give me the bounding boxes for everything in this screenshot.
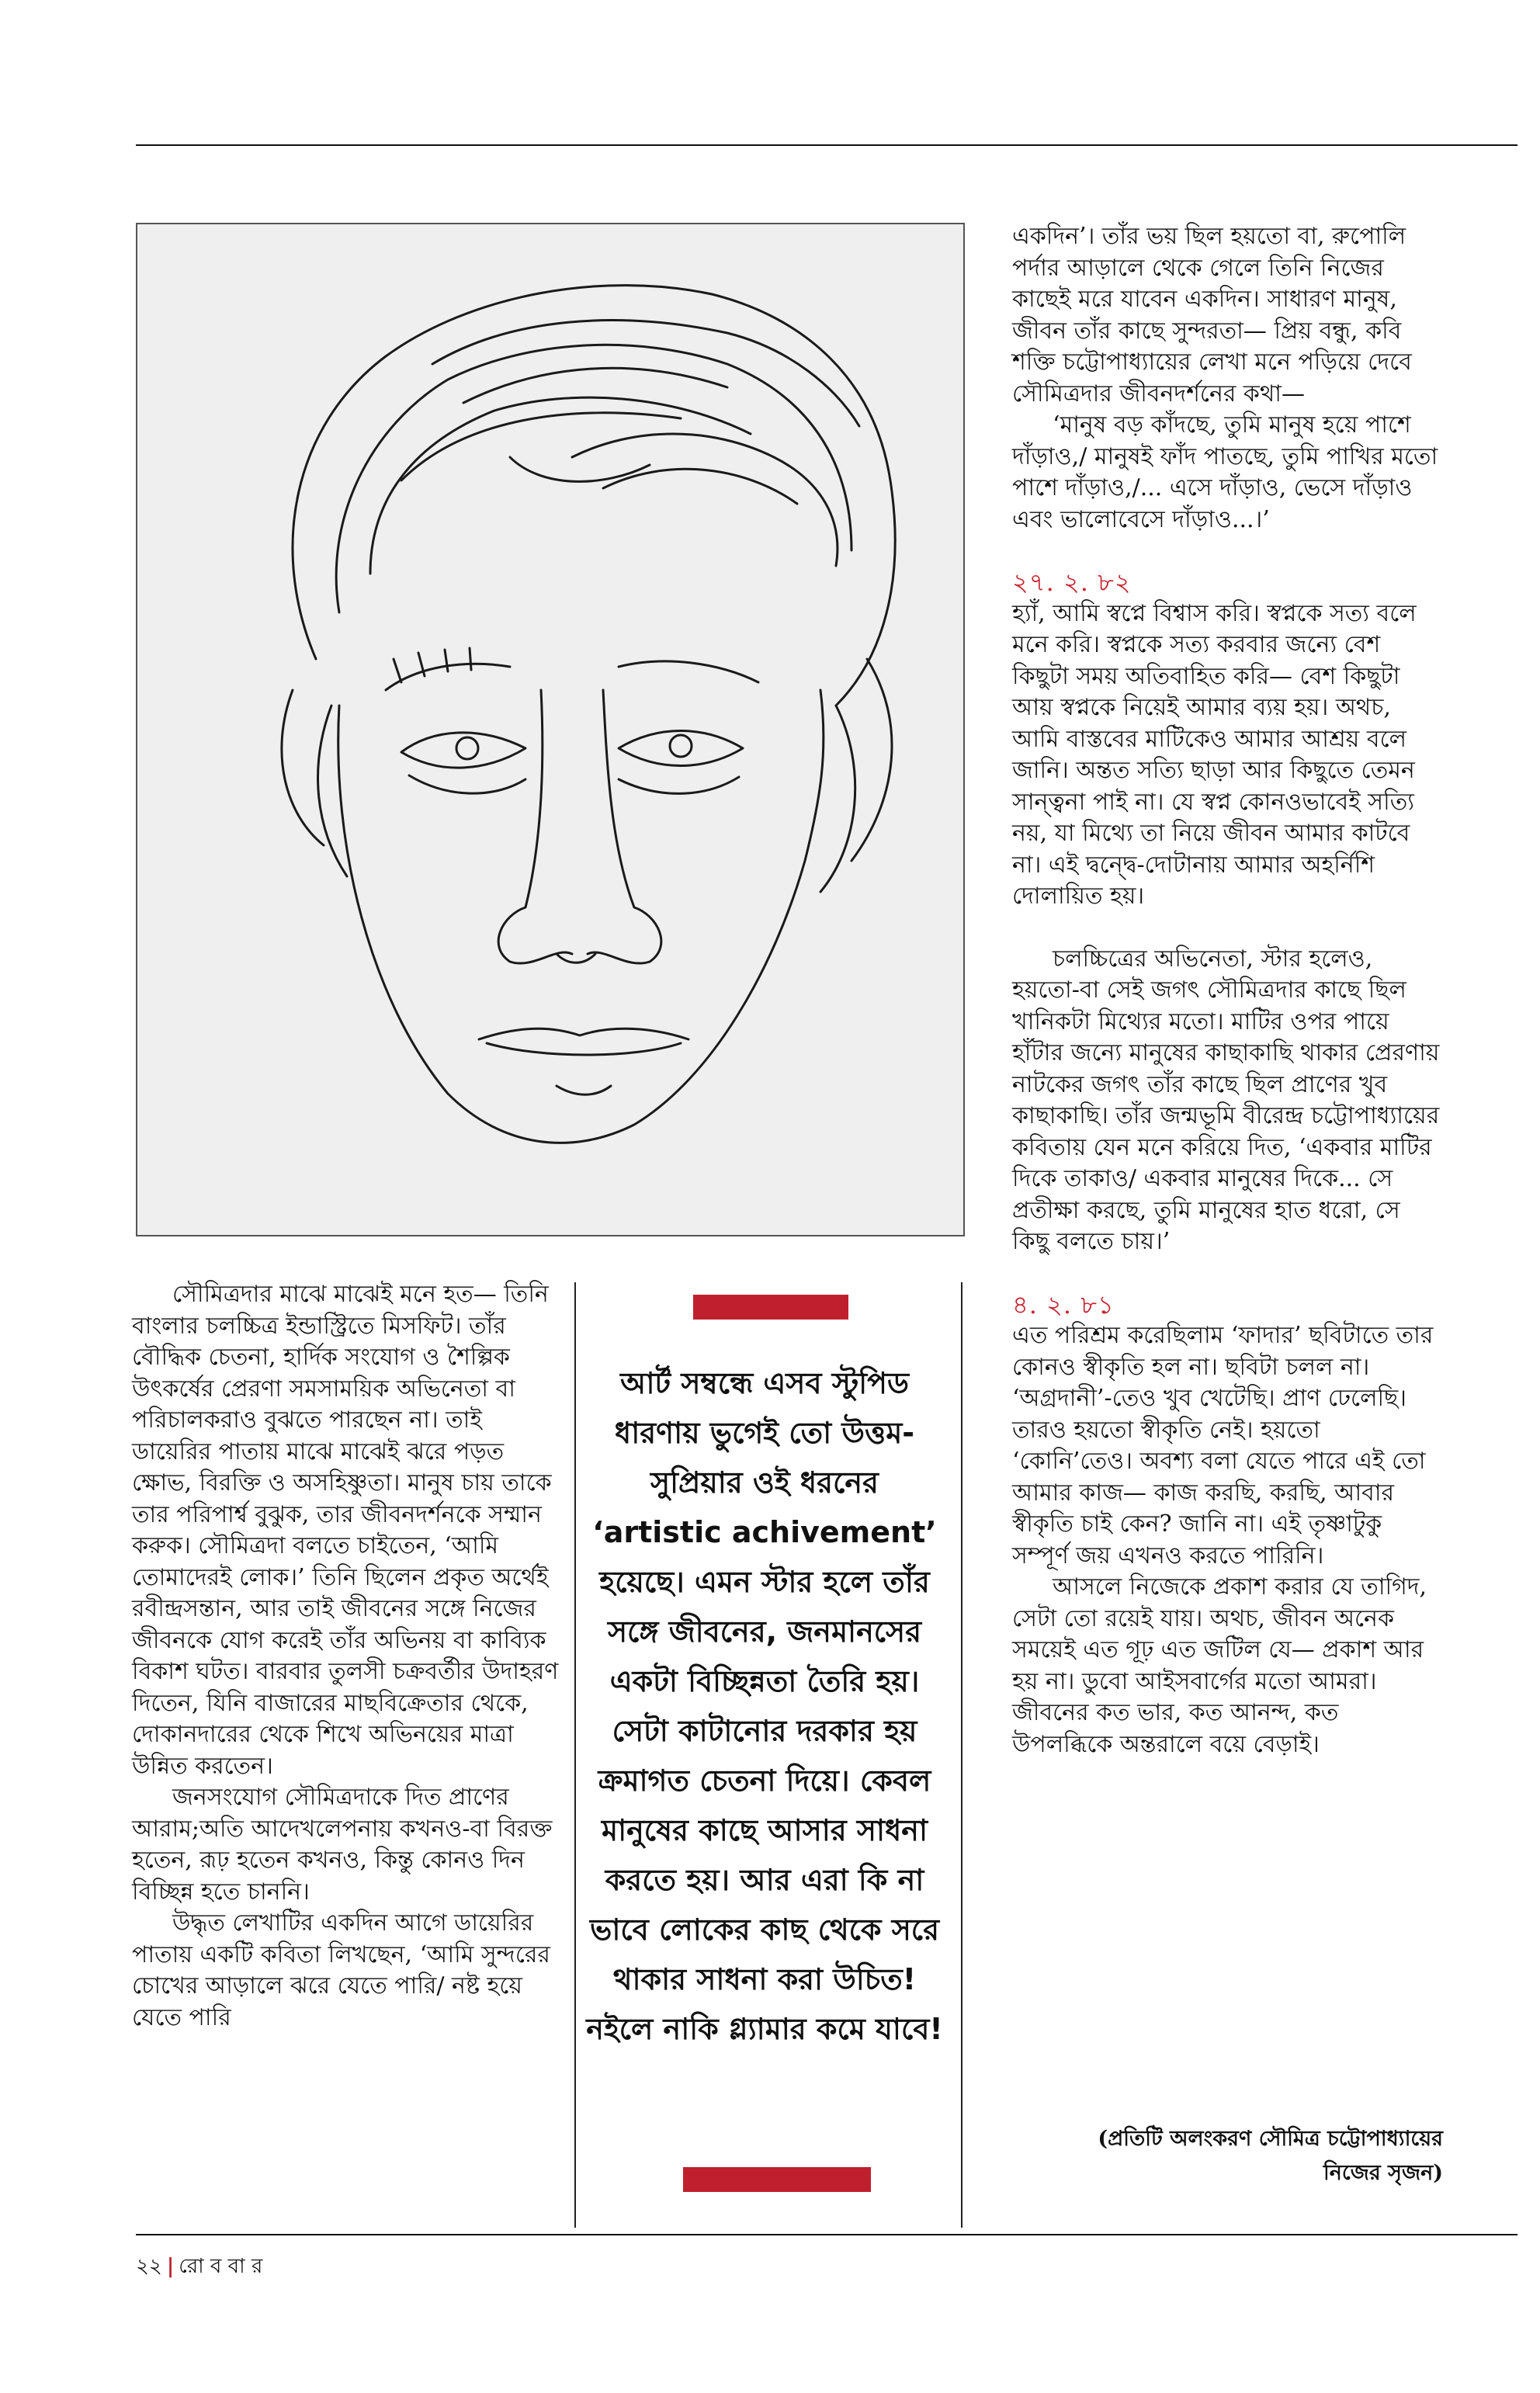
spacer bbox=[1012, 913, 1443, 944]
column-divider-left bbox=[574, 1282, 576, 2228]
quoted-poem: ‘মানুষ বড় কাঁদছে, তুমি মানুষ হয়ে পাশে দাঁড়াও,/ মানুষই ফাঁদ পাতছে, তুমি পাখির মতো পাশে দাঁড়াও,/... এসে দাঁড়াও, ভেসে দাঁড়াও এবং ভালোবেসে দাঁড়াও...।’ bbox=[1012, 411, 1438, 533]
left-text-column bbox=[132, 1279, 567, 2034]
portrait-illustration bbox=[136, 223, 965, 1236]
pull-quote: আর্ট সম্বন্ধে এসব স্টুপিড ধারণায় ভুগেই তো উত্তম-সুপ্রিয়ার ওই ধরনের ‘artistic achivement’ হয়েছে। এমন স্টার হলে তাঁর সঙ্গে জীবনের, জনমানসের একটা বিচ্ছিন্নতা তৈরি হয়। সেটা কাটানোর দরকার হয় ক্রমাগত চেতনা দিয়ে। কেবল মানুষের কাছে আসার সাধনা করতে হয়। আর এরা কি না ভাবে লোকের কাছ থেকে সরে থাকার সাধনা করা উচিত! নইলে নাকি গ্ল্যামার কমে যাবে! bbox=[586, 1366, 943, 2046]
column-divider-right bbox=[961, 1282, 962, 2228]
credit-line: (প্রতিটি অলংকরণ সৌমিত্র চট্টোপাধ্যায়ের bbox=[1098, 2127, 1443, 2151]
body-paragraph: জনসংযোগ সৌমিত্রদাকে দিত প্রাণের আরাম;অতি আদেখলেপনায় কখনও-বা বিরক্ত হতেন, রূঢ় হতেন কখনও, কিন্তু কোনও দিন বিচ্ছিন্ন হতে চাননি। bbox=[132, 1784, 553, 1906]
page-number: ২২ bbox=[136, 2255, 162, 2278]
pull-quote-top-bar bbox=[693, 1295, 848, 1320]
pull-quote-bottom-bar bbox=[683, 2167, 871, 2192]
body-paragraph: উদ্ধৃত লেখাটির একদিন আগে ডায়েরির পাতায় একটি কবিতা লিখছেন, ‘আমি সুন্দরের চোখের আড়ালে ঝরে যেতে পারি/ নষ্ট হয়ে যেতে পারি bbox=[132, 1909, 550, 2031]
credit-line: নিজের সৃজন) bbox=[1323, 2161, 1443, 2185]
diary-date: ২৭. ২. ৮২ bbox=[1012, 567, 1132, 597]
diary-entry: হ্যাঁ, আমি স্বপ্নে বিশ্বাস করি। স্বপ্নকে সত্য বলে মনে করি। স্বপ্নকে সত্য করবার জন্যে বেশ কিছুটা সময় অতিবাহিত করি— বেশ কিছুটা আয় স্বপ্নকে নিয়েই আমার ব্যয় হয়। অথচ, আমি বাস্তবের মাটিকেও আমার আশ্রয় বলে জানি। অন্তত সত্যি ছাড়া আর কিছুতে তেমন সান্ত্বনা পাই না। যে স্বপ্ন কোনওভাবেই সত্যি নয়, যা মিথ্যে তা নিয়ে জীবন আমার কাটবে না। এই দ্বন্দ্বে-দোটানায় আমার অহর্নিশি দোলায়িত হয়। bbox=[1012, 599, 1417, 910]
body-paragraph: সৌমিত্রদার মাঝে মাঝেই মনে হত— তিনি বাংলার চলচ্চিত্র ইন্ডাস্ট্রিতে মিসফিট। তাঁর বৌদ্ধিক চেতনা, হার্দিক সংযোগ ও শৈল্পিক উৎকর্ষের প্রেরণা সমসাময়িক অভিনেতা বা পরিচালকরাও বুঝতে পারছেন না। তাই ডায়েরির পাতায় মাঝে মাঝেই ঝরে পড়ত ক্ষোভ, বিরক্তি ও অসহিষ্ণুতা। মানুষ চায় তাকে তার পরিপার্শ্ব বুঝুক, তার জীবনদর্শনকে সম্মান করুক। সৌমিত্রদা বলতে চাইতেন, ‘আমি তোমাদেরই লোক।’ তিনি ছিলেন প্রকৃত অর্থেই রবীন্দ্রসন্তান, আর তাই জীবনের সঙ্গে নিজের জীবনকে যোগ করেই তাঁর অভিনয় বা কাব্যিক বিকাশ ঘটত। বারবার তুলসী চক্রবর্তীর উদাহরণ দিতেন, যিনি বাজারের মাছবিক্রেতার থেকে, দোকানদারের থেকে শিখে অভিনয়ের মাত্রা উন্নিত করতেন। bbox=[132, 1281, 559, 1780]
footer-separator: | bbox=[166, 2255, 175, 2278]
right-text-column bbox=[1012, 221, 1443, 1760]
magazine-name: রো ব বা র bbox=[179, 2255, 263, 2278]
body-paragraph: একদিন’। তাঁর ভয় ছিল হয়তো বা, রুপোলি পর্দার আড়ালে থেকে গেলে তিনি নিজের কাছেই মরে যাবেন একদিন। সাধারণ মানুষ, জীবন তাঁর কাছে সুন্দরতা— প্রিয় বন্ধু, কবি শক্তি চট্টোপাধ্যায়ের লেখা মনে পড়িয়ে দেবে সৌমিত্রদার জীবনদর্শনের কথা— bbox=[1012, 223, 1412, 408]
diary-entry: আসলে নিজেকে প্রকাশ করার যে তাগিদ, সেটা তো রয়েই যায়। অথচ, জীবন অনেক সময়েই এত গূঢ় এত জটিল যে— প্রকাশ আর হয় না। ডুবো আইসবার্গের মতো আমরা। জীবনের কত ভার, কত আনন্দ, কত উপলব্ধিকে অন্তরালে বয়ে বেড়াই। bbox=[1012, 1573, 1427, 1758]
page-footer bbox=[136, 2255, 262, 2278]
bottom-rule bbox=[136, 2234, 1517, 2235]
body-paragraph: চলচ্চিত্রের অভিনেতা, স্টার হলেও, হয়তো-বা সেই জগৎ সৌমিত্রদার কাছে ছিল খানিকটা মিথ্যের মতো। মাটির ওপর পায়ে হাঁটার জন্যে মানুষের কাছাকাছি থাকার প্রেরণায় নাটকের জগৎ তাঁর কাছে ছিল প্রাণের খুব কাছাকাছি। তাঁর জন্মভূমি বীরেন্দ্র চট্টোপাধ্যায়ের কবিতায় যেন মনে করিয়ে দিত, ‘একবার মাটির দিকে তাকাও/ একবার মানুষের দিকে... সে প্রতীক্ষা করছে, তুমি মানুষের হাত ধরো, সে কিছু বলতে চায়।’ bbox=[1012, 945, 1440, 1255]
portrait-sketch bbox=[137, 224, 963, 1235]
top-rule bbox=[136, 144, 1517, 146]
diary-entry: এত পরিশ্রম করেছিলাম ‘ফাদার’ ছবিটাতে তার কোনও স্বীকৃতি হল না। ছবিটা চলল না। ‘অগ্রদানী’-তেও খুব খেটেছি। প্রাণ ঢেলেছি। তারও হয়তো স্বীকৃতি নেই। হয়তো ‘কোনি’তেও। অবশ্য বলা যেতে পারে এই তো আমার কাজ— কাজ করছি, করছি, আবার স্বীকৃতি চাই কেন? জানি না। এই তৃষ্ণাটুকু সম্পূর্ণ জয় এখনও করতে পারিনি। bbox=[1012, 1322, 1434, 1569]
diary-date: ৪. ২. ৮১ bbox=[1012, 1289, 1115, 1320]
illustration-credit bbox=[1012, 2122, 1443, 2190]
